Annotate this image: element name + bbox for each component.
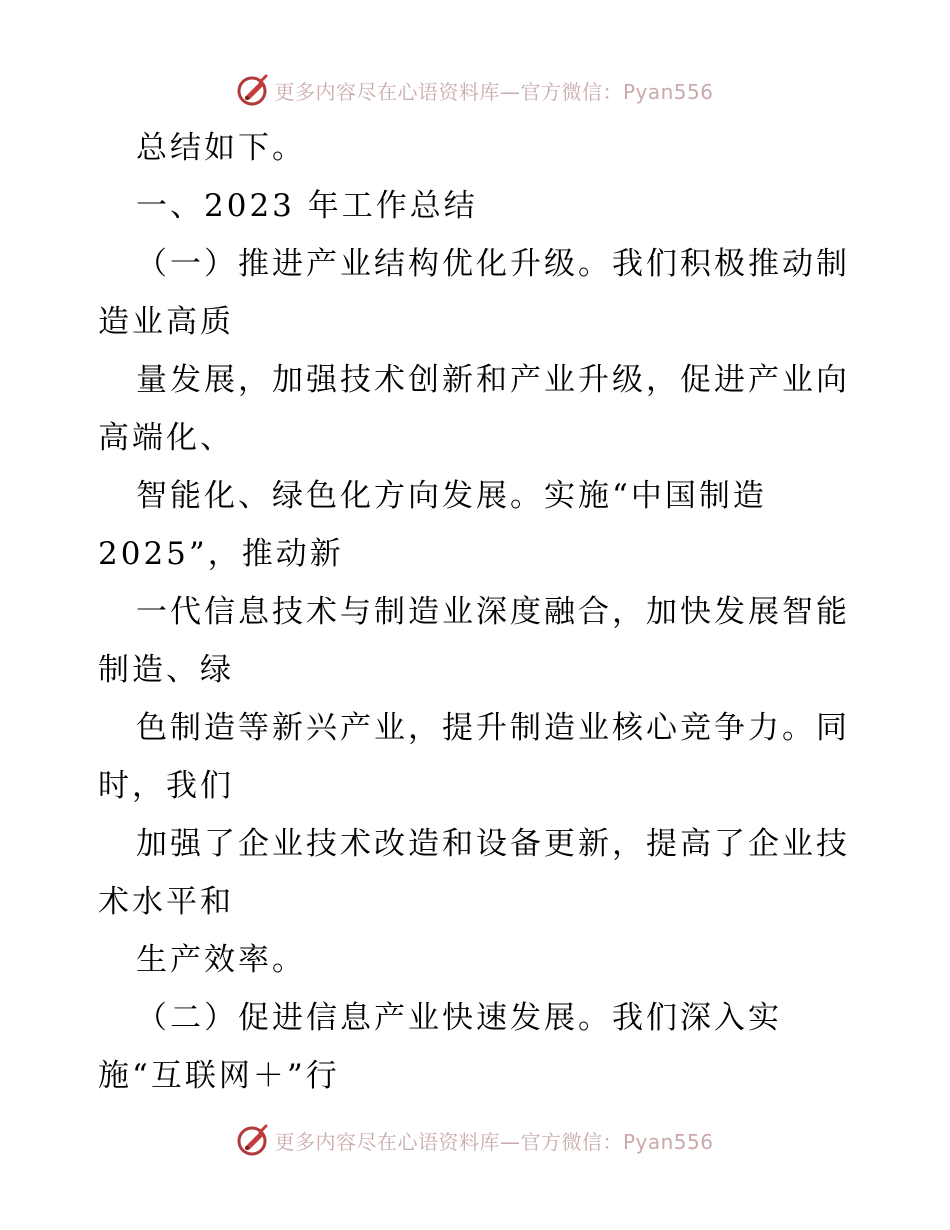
text-line: 2025”，推动新	[98, 536, 344, 572]
watermark-text: 更多内容尽在心语资料库—官方微信：Pyan556	[274, 79, 714, 104]
text-line: 造业高质	[98, 304, 234, 340]
text-line: 智能化、绿色化方向发展。实施“中国制造	[136, 478, 767, 514]
text-line: 量发展，加强技术创新和产业升级，促进产业向	[136, 362, 850, 398]
text-line: 术水平和	[98, 884, 234, 920]
text-line: 高端化、	[98, 420, 234, 456]
text-line: 加强了企业技术改造和设备更新，提高了企业技	[136, 826, 850, 862]
watermark-group	[236, 73, 713, 107]
text-line: 一代信息技术与制造业深度融合，加快发展智能	[136, 594, 850, 630]
watermark-group	[236, 1123, 713, 1157]
watermark-text: 更多内容尽在心语资料库—官方微信：Pyan556	[274, 1129, 714, 1154]
text-line: 总结如下。	[136, 130, 306, 166]
header-watermark	[0, 70, 950, 110]
pen-logo-icon	[236, 73, 270, 107]
text-line: 施“互联网＋”行	[98, 1058, 340, 1094]
section-heading: 一、2023 年工作总结	[136, 188, 478, 224]
text-line: 生产效率。	[136, 942, 306, 978]
text-line: 时，我们	[98, 768, 234, 804]
pen-logo-icon	[236, 1123, 270, 1157]
text-line: 制造、绿	[98, 652, 234, 688]
text-line: 色制造等新兴产业，提升制造业核心竞争力。同	[136, 710, 850, 746]
footer-watermark	[0, 1120, 950, 1160]
text-line: （一）推进产业结构优化升级。我们积极推动制	[136, 246, 850, 282]
text-line: （二）促进信息产业快速发展。我们深入实	[136, 1000, 782, 1036]
